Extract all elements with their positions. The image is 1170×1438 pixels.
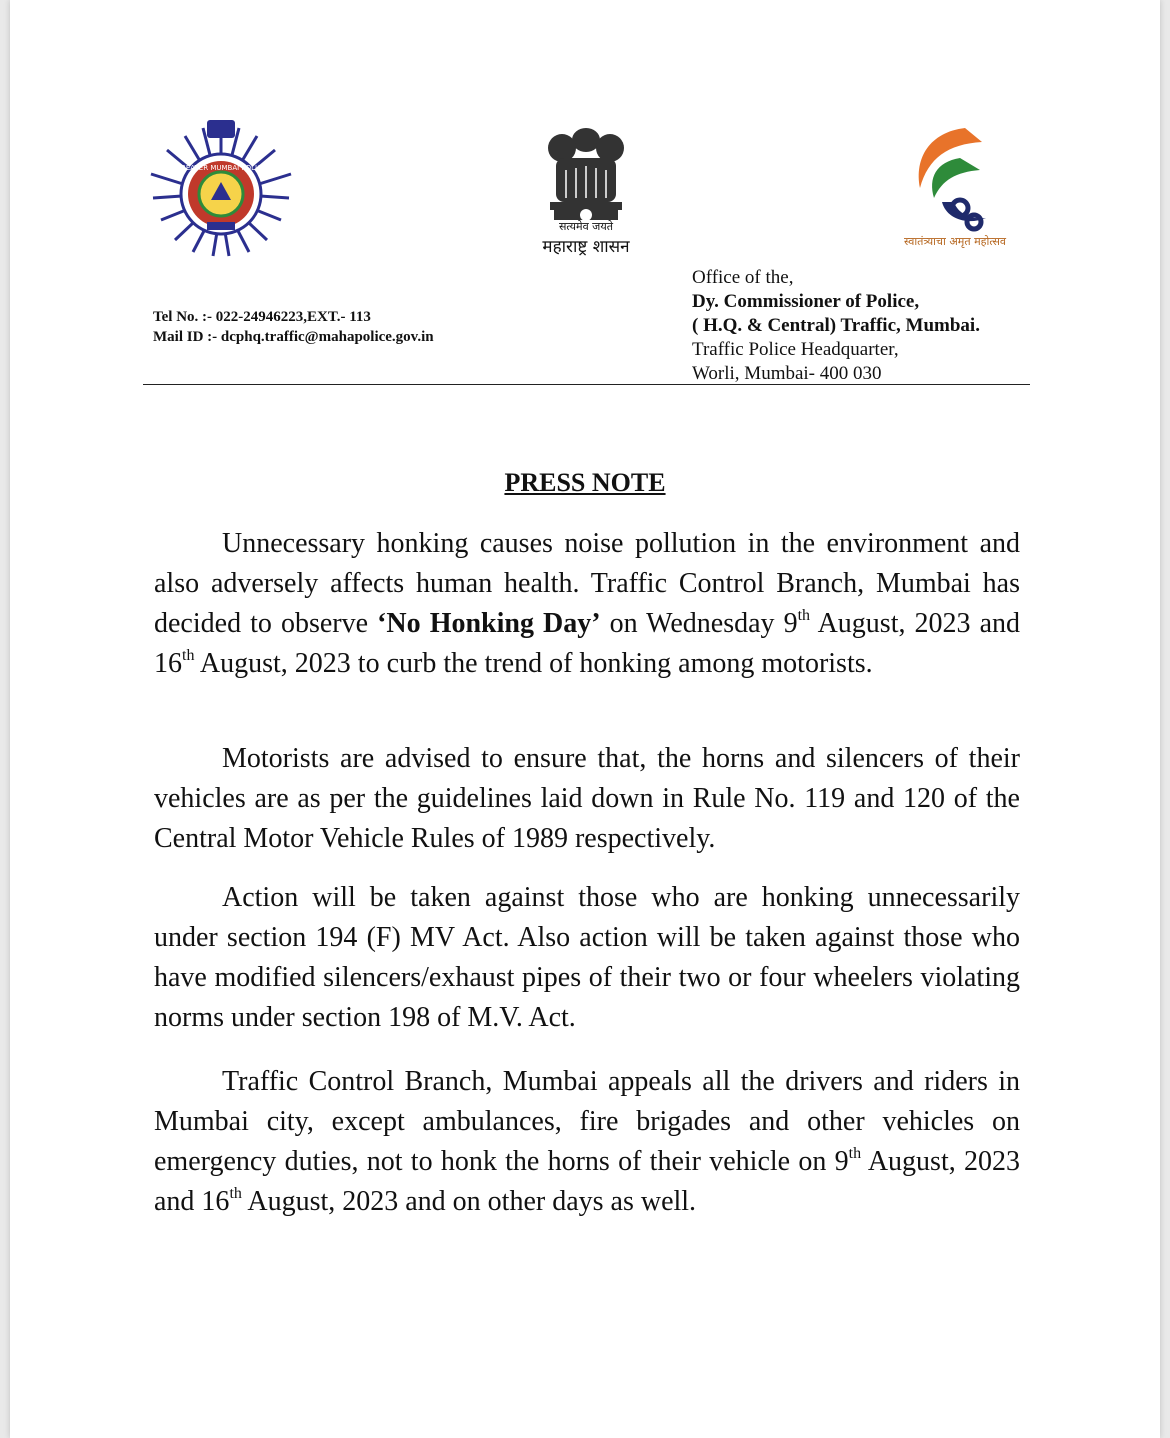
- telephone: Tel No. :- 022-24946223,EXT.- 113: [153, 309, 371, 325]
- office-line-5: Worli, Mumbai- 400 030: [692, 363, 882, 384]
- paragraph-3: Action will be taken against those who are honking unnecessarily under section 194 (F) MV Act. Also action will be taken against those who have modified silencers/exhaust pipes of their two or four wheelers violating norms under section 198 of M.V. Act.: [154, 882, 1020, 1033]
- emblem-motto: सत्यमेव जयते: [558, 220, 613, 233]
- contact-block: [153, 307, 434, 347]
- mumbai-police-seal-icon: [143, 118, 299, 262]
- office-line-4: Traffic Police Headquarter,: [692, 339, 899, 360]
- svg-text:GREATER MUMBAI POLICE: GREATER MUMBAI POLICE: [175, 164, 267, 172]
- paragraph-1: Unnecessary honking causes noise pollution in the environment and also adversely affects human health. Traffic Control Branch, Mumbai has decided to observe ‘No Honking Day’ on Wednesday 9th August, 2023 and 16th August, 2023 to curb the trend of honking among motorists.: [154, 528, 1021, 679]
- office-line-1: Office of the,: [692, 267, 794, 288]
- amrit-mahotsav-caption: स्वातंत्र्याचा अमृत महोत्सव: [903, 235, 1007, 248]
- office-line-3: ( H.Q. & Central) Traffic, Mumbai.: [692, 315, 980, 336]
- office-address: [692, 266, 980, 386]
- mail-id: Mail ID :- dcphq.traffic@mahapolice.gov.in: [153, 329, 434, 345]
- paragraph-4: Traffic Control Branch, Mumbai appeals all the drivers and riders in Mumbai city, except ambulances, fire brigades and other vehicles on emergency duties, not to honk the horns of their vehicle on 9th August, 2023 and 16th August, 2023 and on other days as well.: [154, 1066, 1021, 1217]
- office-line-2: Dy. Commissioner of Police,: [692, 291, 920, 312]
- header-divider: [143, 384, 1030, 385]
- emblem-state-name: महाराष्ट्र शासन: [542, 237, 630, 257]
- paragraph-2: Motorists are advised to ensure that, the horns and silencers of their vehicles are as per the guidelines laid down in Rule No. 119 and 120 of the Central Motor Vehicle Rules of 1989 respectively.: [154, 743, 1020, 854]
- page-title: PRESS NOTE: [504, 468, 666, 497]
